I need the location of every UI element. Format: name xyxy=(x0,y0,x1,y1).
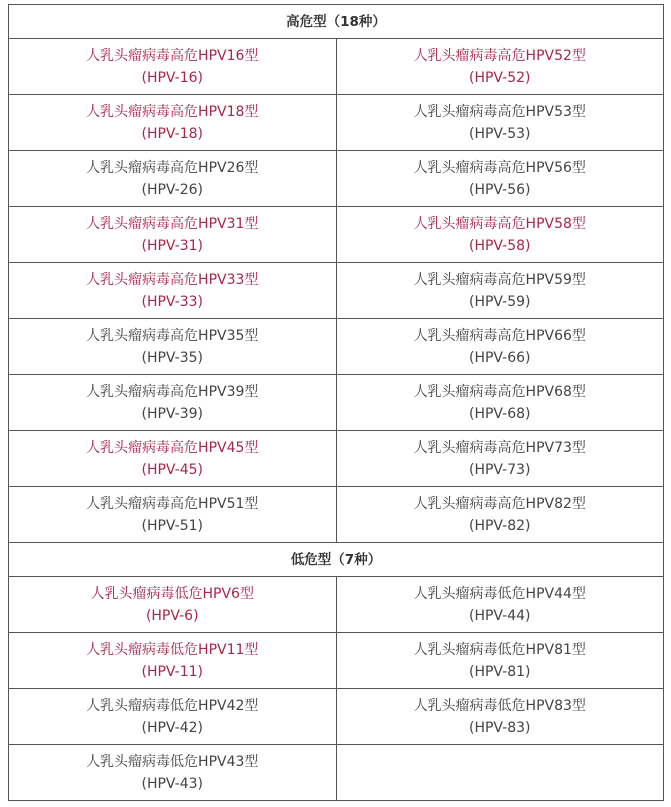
table-row xyxy=(9,633,664,689)
hpv-type-name: 人乳头瘤病毒低危HPV42型 xyxy=(86,697,259,714)
hpv-table-body xyxy=(9,5,664,801)
hpv-cell xyxy=(336,431,664,487)
hpv-cell xyxy=(336,633,664,689)
hpv-cell xyxy=(336,95,664,151)
hpv-cell xyxy=(336,577,664,633)
hpv-type-name: 人乳头瘤病毒高危HPV33型 xyxy=(86,271,259,288)
hpv-type-code: (HPV-26) xyxy=(141,181,204,198)
hpv-cell xyxy=(9,95,337,151)
hpv-type-name: 人乳头瘤病毒低危HPV6型 xyxy=(90,585,254,602)
hpv-type-name: 人乳头瘤病毒高危HPV16型 xyxy=(86,47,259,64)
hpv-type-code: (HPV-53) xyxy=(468,125,531,142)
hpv-type-name: 人乳头瘤病毒高危HPV52型 xyxy=(413,47,586,64)
hpv-type-code: (HPV-18) xyxy=(141,125,204,142)
table-row xyxy=(9,151,664,207)
hpv-type-name: 人乳头瘤病毒高危HPV68型 xyxy=(413,383,586,400)
hpv-cell xyxy=(336,689,664,745)
hpv-type-table xyxy=(8,4,664,801)
hpv-type-code: (HPV-39) xyxy=(141,405,204,422)
hpv-type-name: 人乳头瘤病毒低危HPV81型 xyxy=(413,641,586,658)
hpv-type-code: (HPV-51) xyxy=(141,517,204,534)
hpv-type-code: (HPV-33) xyxy=(141,293,204,310)
hpv-cell xyxy=(9,577,337,633)
hpv-cell xyxy=(9,39,337,95)
hpv-cell xyxy=(336,207,664,263)
hpv-cell xyxy=(9,151,337,207)
hpv-cell xyxy=(9,487,337,543)
hpv-type-name: 人乳头瘤病毒高危HPV59型 xyxy=(413,271,586,288)
table-row xyxy=(9,689,664,745)
hpv-type-code: (HPV-58) xyxy=(468,237,531,254)
hpv-type-code: (HPV-59) xyxy=(468,293,531,310)
hpv-cell xyxy=(336,263,664,319)
hpv-type-code: (HPV-45) xyxy=(141,461,204,478)
hpv-type-code: (HPV-16) xyxy=(141,69,204,86)
table-row xyxy=(9,95,664,151)
hpv-type-name: 人乳头瘤病毒低危HPV44型 xyxy=(413,585,586,602)
section-header-row xyxy=(9,543,664,577)
hpv-type-name: 人乳头瘤病毒高危HPV45型 xyxy=(86,439,259,456)
hpv-cell xyxy=(9,689,337,745)
hpv-type-name: 人乳头瘤病毒低危HPV43型 xyxy=(86,753,259,770)
hpv-cell xyxy=(9,375,337,431)
table-row xyxy=(9,263,664,319)
hpv-type-name: 人乳头瘤病毒高危HPV82型 xyxy=(413,495,586,512)
hpv-type-code: (HPV-82) xyxy=(468,517,531,534)
hpv-type-code: (HPV-83) xyxy=(468,719,531,736)
hpv-type-name: 人乳头瘤病毒高危HPV35型 xyxy=(86,327,259,344)
table-row xyxy=(9,487,664,543)
hpv-type-code: (HPV-73) xyxy=(468,461,531,478)
empty-cell xyxy=(336,745,664,801)
hpv-cell xyxy=(9,633,337,689)
section-title: 低危型（7种） xyxy=(9,543,664,577)
hpv-type-name: 人乳头瘤病毒低危HPV83型 xyxy=(413,697,586,714)
hpv-type-code: (HPV-44) xyxy=(468,607,531,624)
hpv-cell xyxy=(9,207,337,263)
hpv-type-name: 人乳头瘤病毒高危HPV26型 xyxy=(86,159,259,176)
hpv-type-code: (HPV-35) xyxy=(141,349,204,366)
hpv-type-code: (HPV-31) xyxy=(141,237,204,254)
hpv-type-name: 人乳头瘤病毒高危HPV56型 xyxy=(413,159,586,176)
hpv-cell xyxy=(336,39,664,95)
table-row xyxy=(9,319,664,375)
table-row xyxy=(9,39,664,95)
hpv-type-code: (HPV-56) xyxy=(468,181,531,198)
table-row xyxy=(9,577,664,633)
hpv-cell xyxy=(9,319,337,375)
hpv-type-name: 人乳头瘤病毒低危HPV11型 xyxy=(86,641,259,658)
table-row xyxy=(9,207,664,263)
hpv-type-code: (HPV-6) xyxy=(145,607,199,624)
hpv-type-name: 人乳头瘤病毒高危HPV53型 xyxy=(413,103,586,120)
hpv-type-name: 人乳头瘤病毒高危HPV51型 xyxy=(86,495,259,512)
hpv-type-name: 人乳头瘤病毒高危HPV66型 xyxy=(413,327,586,344)
section-header-row xyxy=(9,5,664,39)
hpv-type-code: (HPV-66) xyxy=(468,349,531,366)
hpv-type-name: 人乳头瘤病毒高危HPV39型 xyxy=(86,383,259,400)
hpv-type-name: 人乳头瘤病毒高危HPV31型 xyxy=(86,215,259,232)
table-row xyxy=(9,745,664,801)
hpv-cell xyxy=(9,263,337,319)
section-title: 高危型（18种） xyxy=(9,5,664,39)
hpv-type-name: 人乳头瘤病毒高危HPV73型 xyxy=(413,439,586,456)
hpv-type-code: (HPV-52) xyxy=(468,69,531,86)
table-row xyxy=(9,375,664,431)
hpv-type-code: (HPV-68) xyxy=(468,405,531,422)
hpv-type-code: (HPV-11) xyxy=(141,663,204,680)
hpv-cell xyxy=(336,151,664,207)
hpv-cell xyxy=(336,375,664,431)
hpv-type-name: 人乳头瘤病毒高危HPV58型 xyxy=(413,215,586,232)
hpv-cell xyxy=(9,745,337,801)
hpv-type-code: (HPV-42) xyxy=(141,719,204,736)
hpv-cell xyxy=(336,319,664,375)
hpv-cell xyxy=(9,431,337,487)
hpv-type-code: (HPV-43) xyxy=(141,775,204,792)
table-row xyxy=(9,431,664,487)
hpv-cell xyxy=(336,487,664,543)
hpv-type-name: 人乳头瘤病毒高危HPV18型 xyxy=(86,103,259,120)
hpv-type-code: (HPV-81) xyxy=(468,663,531,680)
